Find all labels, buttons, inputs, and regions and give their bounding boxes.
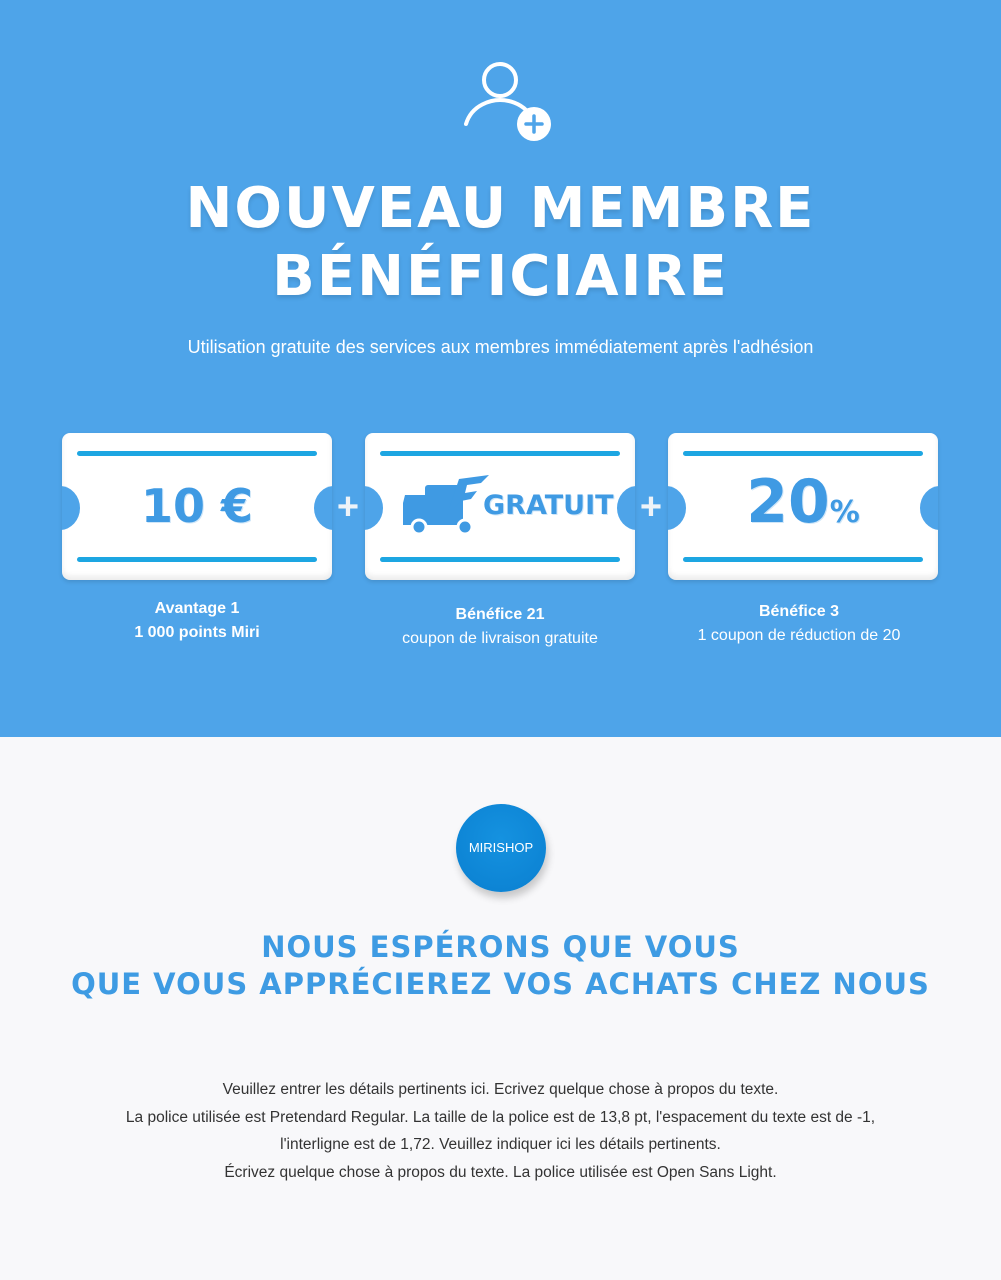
- benefit-desc: 1 000 points Miri: [134, 624, 260, 641]
- benefit-title: Bénéfice 21: [455, 606, 545, 623]
- ticket-delivery: [365, 433, 635, 580]
- benefit-desc: 1 coupon de réduction de 20: [697, 627, 901, 644]
- ticket-value: 10 €: [140, 479, 254, 533]
- divider: [77, 557, 317, 562]
- ticket-points: [62, 433, 332, 580]
- closing-line-1: NOUS ESPÉRONS QUE VOUS: [261, 930, 740, 964]
- benefit-desc: coupon de livraison gratuite: [402, 630, 598, 647]
- brand-badge: MIRISHOP: [456, 804, 546, 892]
- percent-unit: %: [829, 495, 860, 530]
- delivery-truck-icon: [401, 475, 491, 537]
- benefit-caption: [350, 603, 650, 651]
- body-line: Veuillez entrer les détails pertinents ici. Ecrivez quelque chose à propos du texte.: [222, 1081, 779, 1098]
- benefit-title: Avantage 1: [154, 600, 240, 617]
- subtitle: Utilisation gratuite des services aux membres immédiatement après l'adhésion: [187, 337, 814, 357]
- title-line-2: BÉNÉFICIAIRE: [272, 244, 729, 309]
- ticket-value: GRATUIT: [483, 490, 614, 521]
- ticket-discount: [668, 433, 938, 580]
- body-line: Écrivez quelque chose à propos du texte. La police utilisée est Open Sans Light.: [224, 1164, 777, 1182]
- body-text: [0, 1076, 1001, 1187]
- closing-line-2: QUE VOUS APPRÉCIEREZ VOS ACHATS CHEZ NOUS: [71, 967, 930, 1001]
- divider: [77, 451, 317, 456]
- user-plus-icon: [462, 60, 554, 144]
- title-line-1: NOUVEAU MEMBRE: [185, 176, 816, 241]
- benefit-title: Bénéfice 3: [758, 603, 840, 620]
- benefit-caption: [649, 600, 949, 648]
- plus-icon: +: [336, 486, 360, 528]
- body-line: La police utilisée est Pretendard Regular. La taille de la police est de 13,8 pt, l'espacement du texte est de -1,: [125, 1108, 876, 1126]
- plus-icon: +: [639, 486, 663, 528]
- benefit-caption: [47, 597, 347, 645]
- body-line: l'interligne est de 1,72. Veuillez indiquer ici les détails pertinents.: [280, 1136, 721, 1154]
- ticket-value: 20: [746, 467, 830, 537]
